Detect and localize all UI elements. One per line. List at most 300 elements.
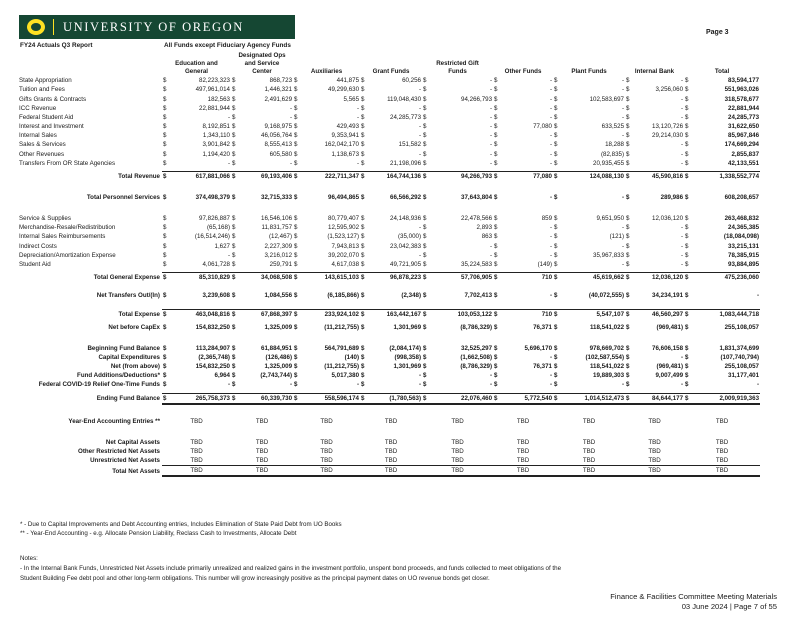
tbd-cell: TBD (684, 466, 760, 477)
amount-cell: - (418, 381, 422, 389)
row-label: Indirect Costs (19, 242, 57, 250)
tbd-cell: TBD (190, 447, 203, 455)
footnote-1: * - Due to Capital Improvements and Debt Accounting entries, Includes Elimination of State Paid Debt from UO Books (20, 521, 342, 528)
header-spacer (19, 68, 162, 76)
currency-sign: $ (423, 260, 427, 268)
currency-sign: $ (493, 310, 501, 320)
tbd-cell: TBD (516, 417, 530, 425)
currency-sign: $ (163, 260, 167, 268)
amount-cell: 3,256,060 (655, 86, 684, 94)
currency-sign: $ (423, 194, 427, 201)
currency-sign: $ (231, 273, 239, 283)
amount-cell: - (356, 159, 360, 167)
report-title: FY24 Actuals Q3 Report (20, 42, 93, 49)
column-header (625, 52, 684, 60)
currency-sign: $ (361, 372, 365, 380)
amount-cell: 859 (541, 215, 553, 223)
amount-cell: (107,740,794) (720, 353, 760, 361)
tbd-cell: TBD (582, 447, 596, 455)
amount-cell: 11,831,757 (261, 224, 293, 232)
amount-cell: 46,056,764 (261, 132, 293, 140)
row-label: Total Revenue (118, 172, 160, 180)
amount-cell: 77,080 (501, 171, 553, 181)
amount-cell: 45,590,816 (633, 171, 684, 181)
amount-cell: - (289, 159, 293, 167)
tbd-cell: TBD (451, 447, 464, 455)
currency-sign: $ (423, 372, 427, 380)
amount-cell: 1,343,110 (202, 132, 230, 140)
amount-cell: - (549, 141, 553, 149)
currency-sign: $ (361, 260, 365, 268)
notes-heading: Notes: (20, 555, 38, 562)
amount-cell: 617,881,066 (170, 171, 231, 181)
amount-cell: - (549, 194, 553, 201)
amount-cell: (2,348) (401, 292, 422, 300)
currency-sign: $ (162, 393, 170, 404)
currency-sign: $ (232, 344, 236, 352)
currency-sign: $ (294, 132, 298, 140)
amount-cell: (2,365,748) (198, 353, 230, 361)
amount-cell: 84,644,177 (633, 393, 684, 404)
amount-cell: 45,619,662 (561, 273, 625, 283)
amount-cell: - (227, 251, 230, 259)
amount-cell: - (356, 113, 360, 121)
currency-sign: $ (232, 194, 236, 201)
currency-sign: $ (626, 242, 630, 250)
currency-sign: $ (626, 95, 630, 103)
currency-sign: $ (163, 323, 167, 331)
currency-sign: $ (423, 292, 427, 300)
amount-cell: 259,791 (269, 260, 293, 268)
currency-sign: $ (494, 344, 498, 352)
amount-cell: 31,177,401 (728, 372, 760, 380)
amount-cell: (126,486) (265, 353, 293, 361)
column-header (360, 60, 422, 68)
amount-cell: (82,835) (600, 150, 625, 158)
currency-sign: $ (494, 194, 498, 201)
amount-cell: 2,227,309 (264, 242, 293, 250)
currency-sign: $ (422, 273, 430, 283)
amount-cell: - (549, 242, 553, 250)
currency-sign: $ (232, 132, 236, 140)
amount-cell: 2,893 (476, 224, 493, 232)
row-label: Federal COVID-19 Relief One-Time Funds (38, 381, 160, 389)
amount-cell: 7,702,413 (464, 292, 493, 300)
currency-sign: $ (554, 95, 558, 103)
amount-cell: (16,514,246) (194, 233, 230, 241)
amount-cell: - (418, 251, 422, 259)
spacer-row (19, 404, 760, 417)
tbd-cell: TBD (190, 457, 203, 465)
currency-sign: $ (554, 251, 558, 259)
amount-cell: (121) (609, 233, 625, 241)
currency-sign: $ (423, 113, 427, 121)
amount-cell: 113,284,907 (195, 344, 230, 352)
column-header (162, 52, 231, 60)
amount-cell: 49,721,905 (390, 260, 422, 268)
currency-sign: $ (625, 310, 633, 320)
column-header (684, 60, 760, 68)
amount-cell: - (549, 150, 553, 158)
currency-sign: $ (163, 381, 167, 389)
currency-sign: $ (163, 159, 167, 167)
amount-cell: 80,779,407 (328, 215, 360, 223)
row-label: Interest and Investment (19, 123, 84, 131)
amount-cell: 182,563 (207, 95, 230, 103)
amount-cell: 19,889,303 (593, 372, 625, 380)
tbd-cell: TBD (320, 457, 333, 465)
currency-sign: $ (232, 104, 236, 112)
amount-cell: 564,791,689 (324, 344, 360, 352)
amount-cell: - (356, 381, 360, 389)
amount-cell: - (289, 113, 293, 121)
currency-sign: $ (554, 260, 558, 268)
currency-sign: $ (494, 150, 498, 158)
currency-sign: $ (294, 215, 298, 223)
row-label: Year-End Accounting Entries ** (68, 417, 160, 425)
currency-sign: $ (294, 141, 298, 149)
tbd-cell: TBD (582, 438, 596, 446)
table-row (19, 76, 760, 85)
currency-sign: $ (361, 77, 365, 85)
currency-sign: $ (294, 363, 298, 371)
currency-sign: $ (626, 104, 630, 112)
amount-cell: - (549, 233, 553, 241)
amount-cell: - (489, 159, 493, 167)
table-row (19, 393, 760, 404)
currency-sign: $ (685, 159, 689, 167)
amount-cell: 3,901,842 (202, 141, 230, 149)
amount-cell: - (680, 95, 684, 103)
amount-cell: - (549, 77, 553, 85)
amount-cell: 18,288 (605, 141, 625, 149)
amount-cell: 2,491,629 (264, 95, 293, 103)
amount-cell: 37,643,804 (461, 194, 493, 201)
row-label: Gifts Grants & Contracts (19, 95, 87, 103)
amount-cell: 9,168,975 (264, 123, 293, 131)
spacer-cell (19, 332, 760, 344)
amount-cell: 12,036,120 (633, 273, 684, 283)
currency-sign: $ (685, 86, 689, 94)
amount-cell: 463,048,816 (170, 310, 231, 320)
amount-cell: 1,325,009 (264, 323, 293, 331)
currency-sign: $ (163, 150, 167, 158)
amount-cell: 76,371 (533, 323, 553, 331)
amount-cell: 22,881,944 (728, 104, 760, 112)
currency-sign: $ (163, 194, 167, 201)
currency-sign: $ (554, 224, 558, 232)
amount-cell: 164,744,136 (368, 171, 422, 181)
amount-cell: - (549, 292, 553, 300)
currency-sign: $ (554, 141, 558, 149)
amount-cell: - (549, 113, 553, 121)
currency-sign: $ (554, 323, 558, 331)
currency-sign: $ (554, 194, 558, 201)
table-row (19, 113, 760, 122)
column-header (360, 52, 422, 60)
currency-sign: $ (554, 104, 558, 112)
amount-cell: 12,595,902 (328, 224, 360, 232)
currency-sign: $ (684, 273, 692, 283)
amount-cell: 76,606,158 (652, 344, 684, 352)
tbd-cell: TBD (715, 417, 729, 425)
currency-sign: $ (360, 393, 368, 404)
meeting-page: 03 June 2024 | Page 7 of 55 (681, 602, 777, 611)
row-label: Fund Additions/Deductions* (77, 372, 160, 380)
currency-sign: $ (554, 132, 558, 140)
amount-cell: (8,786,329) (460, 323, 493, 331)
amount-cell: 66,566,292 (390, 194, 422, 201)
amount-cell: - (418, 104, 422, 112)
spacer-cell (19, 426, 760, 438)
currency-sign: $ (294, 77, 298, 85)
amount-cell: (8,786,329) (460, 363, 493, 371)
meeting-title: Finance & Facilities Committee Meeting Materials (610, 592, 777, 601)
amount-cell: - (489, 132, 493, 140)
currency-sign: $ (625, 273, 633, 283)
table-row (19, 159, 760, 168)
amount-cell: 67,868,397 (239, 310, 293, 320)
table-row (19, 232, 760, 241)
currency-sign: $ (494, 141, 498, 149)
currency-sign: $ (685, 242, 689, 250)
currency-sign: $ (554, 344, 558, 352)
currency-sign: $ (494, 113, 498, 121)
amount-cell: 57,706,905 (430, 273, 493, 283)
currency-sign: $ (163, 95, 167, 103)
amount-cell: 475,236,060 (692, 273, 760, 283)
currency-sign: $ (626, 233, 630, 241)
currency-sign: $ (361, 95, 365, 103)
amount-cell: 94,266,793 (430, 171, 493, 181)
amount-cell: 24,148,936 (390, 215, 422, 223)
tbd-cell: TBD (255, 457, 269, 465)
spacer-row (19, 300, 760, 310)
currency-sign: $ (422, 310, 430, 320)
fund-title: All Funds except Fiduciary Agency Funds (164, 42, 291, 49)
amount-cell: 118,541,022 (589, 363, 625, 371)
currency-sign: $ (163, 292, 167, 300)
spacer-cell (19, 300, 760, 310)
currency-sign: $ (626, 113, 630, 121)
amount-cell: - (418, 150, 422, 158)
currency-sign: $ (293, 310, 301, 320)
table-row (19, 344, 760, 353)
row-label: Other Revenues (19, 150, 65, 158)
amount-cell: 558,596,174 (301, 393, 360, 404)
currency-sign: $ (293, 393, 301, 404)
amount-cell: 102,583,697 (589, 95, 625, 103)
currency-sign: $ (494, 95, 498, 103)
page-label: Page 3 (706, 29, 729, 36)
amount-cell: 151,582 (398, 141, 422, 149)
currency-sign: $ (163, 233, 167, 241)
currency-sign: $ (232, 292, 236, 300)
amount-cell: - (489, 104, 493, 112)
university-name: UNIVERSITY OF OREGON (63, 19, 244, 34)
row-label: Internal Sales Reimbursements (19, 233, 106, 241)
amount-cell: (102,587,554) (585, 353, 625, 361)
amount-cell: - (489, 123, 493, 131)
tbd-cell: TBD (451, 417, 464, 425)
amount-cell: 13,120,726 (652, 123, 684, 131)
amount-cell: 29,214,030 (652, 132, 684, 140)
table-row (19, 122, 760, 131)
row-label: Student Aid (19, 260, 51, 268)
spacer-cell (19, 282, 760, 291)
amount-cell: 3,216,012 (264, 251, 293, 259)
column-header: Designated Ops (238, 52, 286, 59)
row-label: Net (from above) (110, 363, 160, 371)
currency-sign: $ (163, 104, 167, 112)
currency-sign: $ (162, 171, 170, 181)
column-header (684, 52, 760, 60)
amount-cell: (1,780,563) (368, 393, 422, 404)
amount-cell: 605,580 (269, 150, 293, 158)
currency-sign: $ (423, 233, 427, 241)
currency-sign: $ (423, 353, 427, 361)
amount-cell: - (680, 224, 684, 232)
amount-cell: - (549, 224, 553, 232)
currency-sign: $ (294, 123, 298, 131)
currency-sign: $ (163, 251, 167, 259)
currency-sign: $ (494, 86, 498, 94)
currency-sign: $ (361, 292, 365, 300)
amount-cell: 710 (501, 310, 553, 320)
amount-cell: 78,385,915 (728, 251, 760, 259)
row-label: ICC Revenue (19, 104, 57, 112)
currency-sign: $ (232, 215, 236, 223)
row-label: Total Net Assets (112, 467, 160, 475)
currency-sign: $ (163, 372, 167, 380)
amount-cell: 441,875 (336, 77, 360, 85)
tbd-cell: TBD (231, 466, 293, 477)
amount-cell: 9,353,941 (331, 132, 360, 140)
amount-cell: 1,194,420 (202, 150, 230, 158)
currency-sign: $ (232, 242, 236, 250)
currency-sign: $ (685, 113, 689, 121)
amount-cell: 69,193,406 (239, 171, 293, 181)
currency-sign: $ (294, 95, 298, 103)
amount-cell: - (621, 242, 625, 250)
amount-cell: 124,088,130 (561, 171, 625, 181)
currency-sign: $ (684, 393, 692, 404)
amount-cell: 5,772,540 (501, 393, 553, 404)
currency-sign: $ (423, 224, 427, 232)
amount-cell: 863 (481, 233, 493, 241)
amount-cell: 39,202,070 (328, 251, 360, 259)
table-row (19, 362, 760, 371)
spacer-row (19, 202, 760, 214)
currency-sign: $ (423, 77, 427, 85)
currency-sign: $ (685, 251, 689, 259)
currency-sign: $ (294, 113, 298, 121)
currency-sign: $ (626, 141, 630, 149)
currency-sign: $ (163, 77, 167, 85)
amount-cell: 96,878,223 (368, 273, 422, 283)
row-label: Beginning Fund Balance (87, 344, 160, 352)
currency-sign: $ (361, 150, 365, 158)
header-row (19, 68, 760, 76)
currency-sign: $ (231, 393, 239, 404)
currency-sign: $ (423, 86, 427, 94)
amount-cell: 429,493 (336, 123, 360, 131)
amount-cell: 22,478,566 (461, 215, 493, 223)
table-row (19, 140, 760, 149)
table-row (19, 323, 760, 332)
currency-sign: $ (626, 260, 630, 268)
currency-sign: $ (494, 233, 498, 241)
currency-sign: $ (232, 251, 236, 259)
tbd-cell: TBD (422, 466, 493, 477)
uo-o-logo-icon (27, 19, 45, 35)
table-header (19, 52, 760, 76)
amount-cell: - (621, 113, 625, 121)
currency-sign: $ (163, 224, 167, 232)
amount-cell: - (680, 242, 684, 250)
financial-table (19, 52, 760, 477)
currency-sign: $ (494, 363, 498, 371)
currency-sign: $ (232, 159, 236, 167)
amount-cell: 318,578,677 (724, 95, 760, 103)
currency-sign: $ (361, 344, 365, 352)
currency-sign: $ (361, 224, 365, 232)
currency-sign: $ (162, 310, 170, 320)
spacer-cell (19, 202, 760, 214)
amount-cell: - (289, 104, 293, 112)
amount-cell: 222,711,347 (301, 171, 360, 181)
tbd-cell: TBD (320, 447, 333, 455)
currency-sign: $ (294, 323, 298, 331)
row-label: Unrestricted Net Assets (90, 457, 160, 465)
amount-cell: 49,299,630 (328, 86, 360, 94)
column-header: Center (252, 68, 272, 76)
amount-cell: 255,108,057 (724, 323, 760, 331)
currency-sign: $ (626, 323, 630, 331)
currency-sign: $ (294, 260, 298, 268)
currency-sign: $ (554, 77, 558, 85)
amount-cell: 77,080 (533, 123, 553, 131)
column-header (493, 60, 553, 68)
column-header: Plant Funds (571, 68, 607, 76)
row-label: Total Expense (118, 311, 160, 319)
amount-cell: (6,185,866) (327, 292, 360, 300)
amount-cell: - (489, 381, 493, 389)
currency-sign: $ (361, 86, 365, 94)
amount-cell: 5,547,107 (561, 310, 625, 320)
amount-cell: - (549, 95, 553, 103)
row-label: Tuition and Fees (19, 86, 65, 94)
currency-sign: $ (493, 171, 501, 181)
amount-cell: 22,076,460 (430, 393, 493, 404)
currency-sign: $ (163, 113, 167, 121)
row-label: Service & Supplies (19, 215, 71, 223)
currency-sign: $ (361, 104, 365, 112)
currency-sign: $ (232, 381, 236, 389)
amount-cell: - (418, 372, 422, 380)
currency-sign: $ (232, 353, 236, 361)
amount-cell: 633,525 (601, 123, 625, 131)
tbd-cell: TBD (255, 417, 269, 425)
table-body (19, 76, 760, 476)
currency-sign: $ (163, 353, 167, 361)
tbd-row (19, 417, 760, 426)
amount-cell: 1,084,556 (264, 292, 293, 300)
amount-cell: 4,061,728 (202, 260, 230, 268)
amount-cell: (1,523,127) (327, 233, 360, 241)
currency-sign: $ (163, 141, 167, 149)
amount-cell: 85,310,829 (170, 273, 231, 283)
